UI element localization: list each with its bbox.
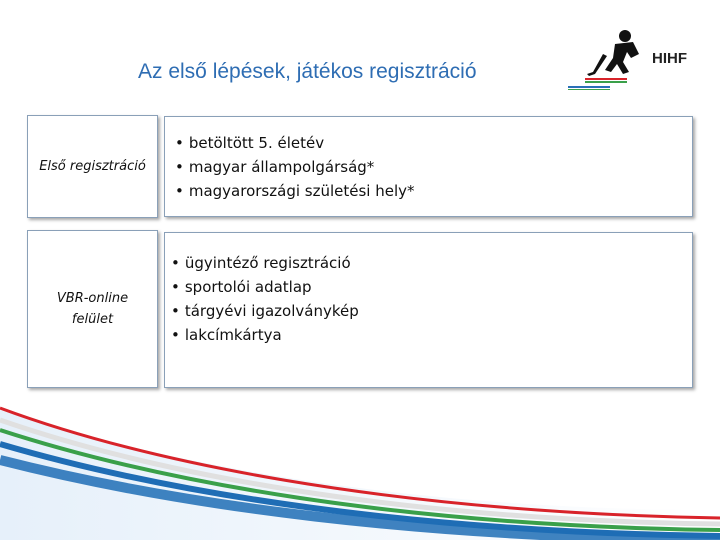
list-item: • sportolói adatlap — [171, 275, 692, 299]
row-label-vbr-online — [27, 230, 158, 388]
row-content-vbr-online — [164, 232, 693, 388]
row-label-first-registration — [27, 115, 158, 218]
row-content-first-registration — [164, 116, 693, 217]
row-label-text: VBR-online felület — [56, 291, 129, 327]
list-item: • lakcímkártya — [171, 323, 692, 347]
page-title: Az első lépések, játékos regisztráció — [138, 60, 477, 83]
list-item: • ügyintéző regisztráció — [171, 251, 692, 275]
logo-text: HIHF — [652, 50, 687, 67]
list-item: • magyar állampolgárság* — [175, 155, 692, 179]
decorative-swoosh — [0, 390, 720, 540]
title-underline-green — [568, 89, 610, 90]
list-item: • betöltött 5. életév — [175, 131, 692, 155]
row-label-text: Első regisztráció — [39, 159, 146, 174]
list-item: • tárgyévi igazolványkép — [171, 299, 692, 323]
list-item: • magyarországi születési hely* — [175, 179, 692, 203]
